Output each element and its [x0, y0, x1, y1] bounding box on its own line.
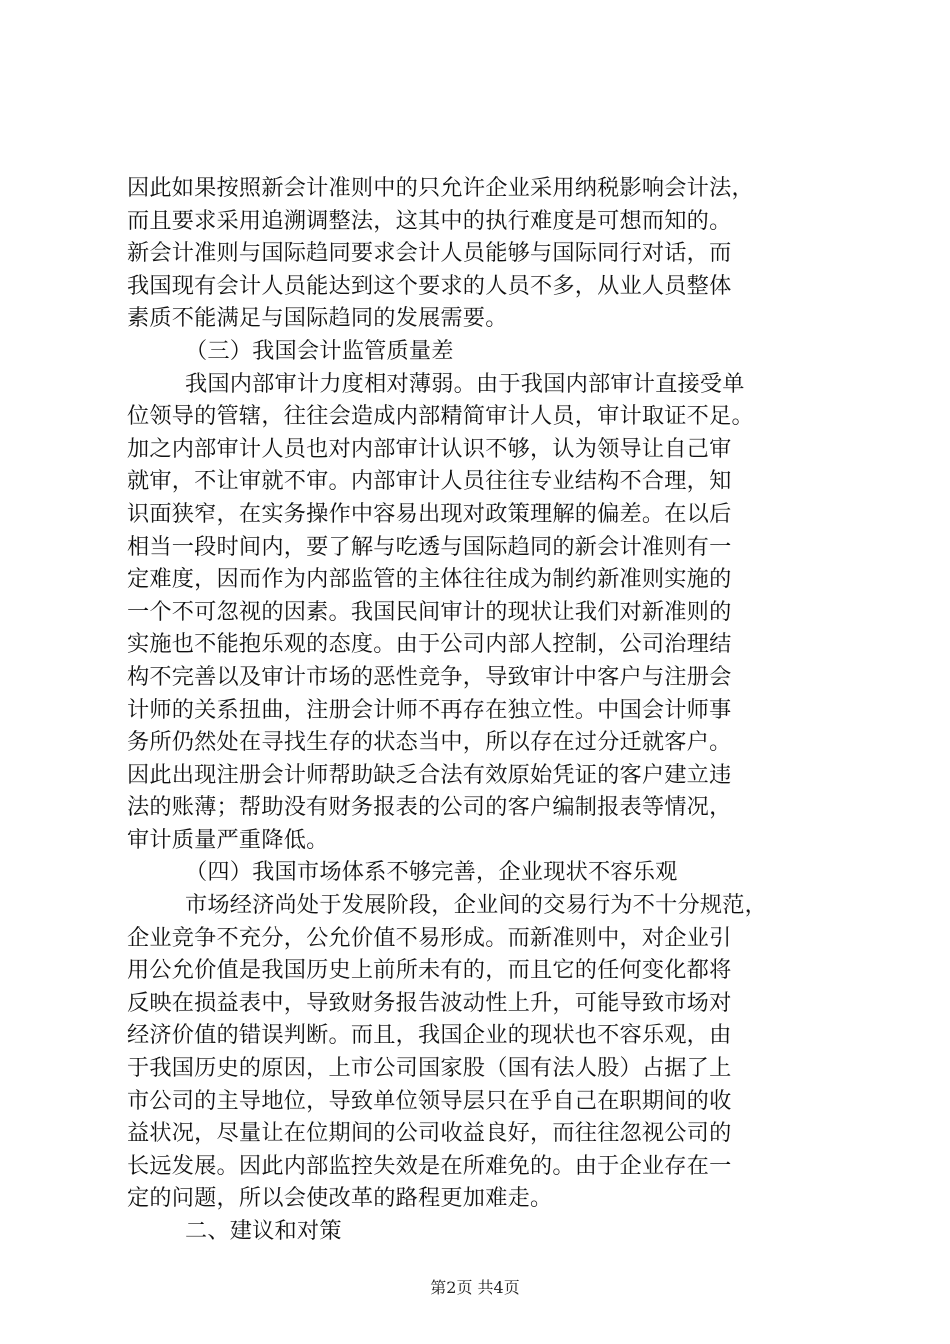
text-line: 计师的关系扭曲，注册会计师不再存在独立性。中国会计师事 — [127, 696, 732, 723]
text-line: 长远发展。因此内部监控失效是在所难免的。由于企业存在一 — [127, 1152, 732, 1179]
text-line: 用公允价值是我国历史上前所未有的，而且它的任何变化都将 — [127, 957, 732, 984]
text-line: 法的账薄；帮助没有财务报表的公司的客户编制报表等情况， — [127, 794, 732, 821]
text-line: 因此如果按照新会计准则中的只允许企业采用纳税影响会计法， — [127, 175, 754, 201]
text-line: 益状况，尽量让在位期间的公司收益良好，而往往忽视公司的 — [127, 1120, 732, 1147]
document-body — [127, 172, 827, 1248]
text-line: 素质不能满足与国际趋同的发展需要。 — [127, 305, 508, 332]
text-line: 企业竞争不充分，公允价值不易形成。而新准则中，对企业引 — [127, 924, 732, 951]
text-line: 审计质量严重降低。 — [127, 826, 329, 853]
text-line: 务所仍然处在寻找生存的状态当中，所以存在过分迁就客户。 — [127, 729, 732, 756]
text-line: （四）我国市场体系不够完善，企业现状不容乐观 — [185, 859, 678, 886]
text-line: 加之内部审计人员也对内部审计认识不够，认为领导让自己审 — [127, 435, 732, 462]
page-number-label: 第2页 共4页 — [430, 1278, 520, 1297]
text-line: 二、建议和对策 — [185, 1218, 342, 1244]
text-line: 因此出现注册会计师帮助缺乏合法有效原始凭证的客户建立违 — [127, 761, 732, 788]
text-line: 识面狭窄，在实务操作中容易出现对政策理解的偏差。在以后 — [127, 500, 732, 527]
text-line: 于我国历史的原因，上市公司国家股（国有法人股）占据了上 — [127, 1055, 732, 1082]
text-line: 而且要求采用追溯调整法，这其中的执行难度是可想而知的。 — [127, 207, 732, 234]
text-line: 经济价值的错误判断。而且，我国企业的现状也不容乐观，由 — [127, 1022, 732, 1049]
text-line: （三）我国会计监管质量差 — [185, 337, 454, 364]
text-line: 市场经济尚处于发展阶段，企业间的交易行为不十分规范， — [185, 892, 768, 919]
text-line: 新会计准则与国际趋同要求会计人员能够与国际同行对话，而 — [127, 240, 732, 267]
text-line: 我国内部审计力度相对薄弱。由于我国内部审计直接受单 — [185, 370, 745, 397]
text-line: 实施也不能抱乐观的态度。由于公司内部人控制，公司治理结 — [127, 631, 732, 658]
text-line: 构不完善以及审计市场的恶性竞争，导致审计中客户与注册会 — [127, 663, 732, 690]
text-line: 定难度，因而作为内部监管的主体往往成为制约新准则实施的 — [127, 566, 732, 593]
text-line: 市公司的主导地位，导致单位领导层只在乎自己在职期间的收 — [127, 1087, 732, 1114]
text-line: 反映在损益表中，导致财务报告波动性上升，可能导致市场对 — [127, 989, 732, 1016]
text-line: 就审，不让审就不审。内部审计人员往往专业结构不合理，知 — [127, 468, 732, 495]
page-footer — [0, 1278, 950, 1298]
text-line: 一个不可忽视的因素。我国民间审计的现状让我们对新准则的 — [127, 598, 732, 625]
text-line: 相当一段时间内，要了解与吃透与国际趋同的新会计准则有一 — [127, 533, 732, 560]
text-line: 定的问题，所以会使改革的路程更加难走。 — [127, 1185, 553, 1212]
text-line: 位领导的管辖，往往会造成内部精简审计人员，审计取证不足。 — [127, 403, 754, 430]
text-line: 我国现有会计人员能达到这个要求的人员不多，从业人员整体 — [127, 272, 732, 299]
